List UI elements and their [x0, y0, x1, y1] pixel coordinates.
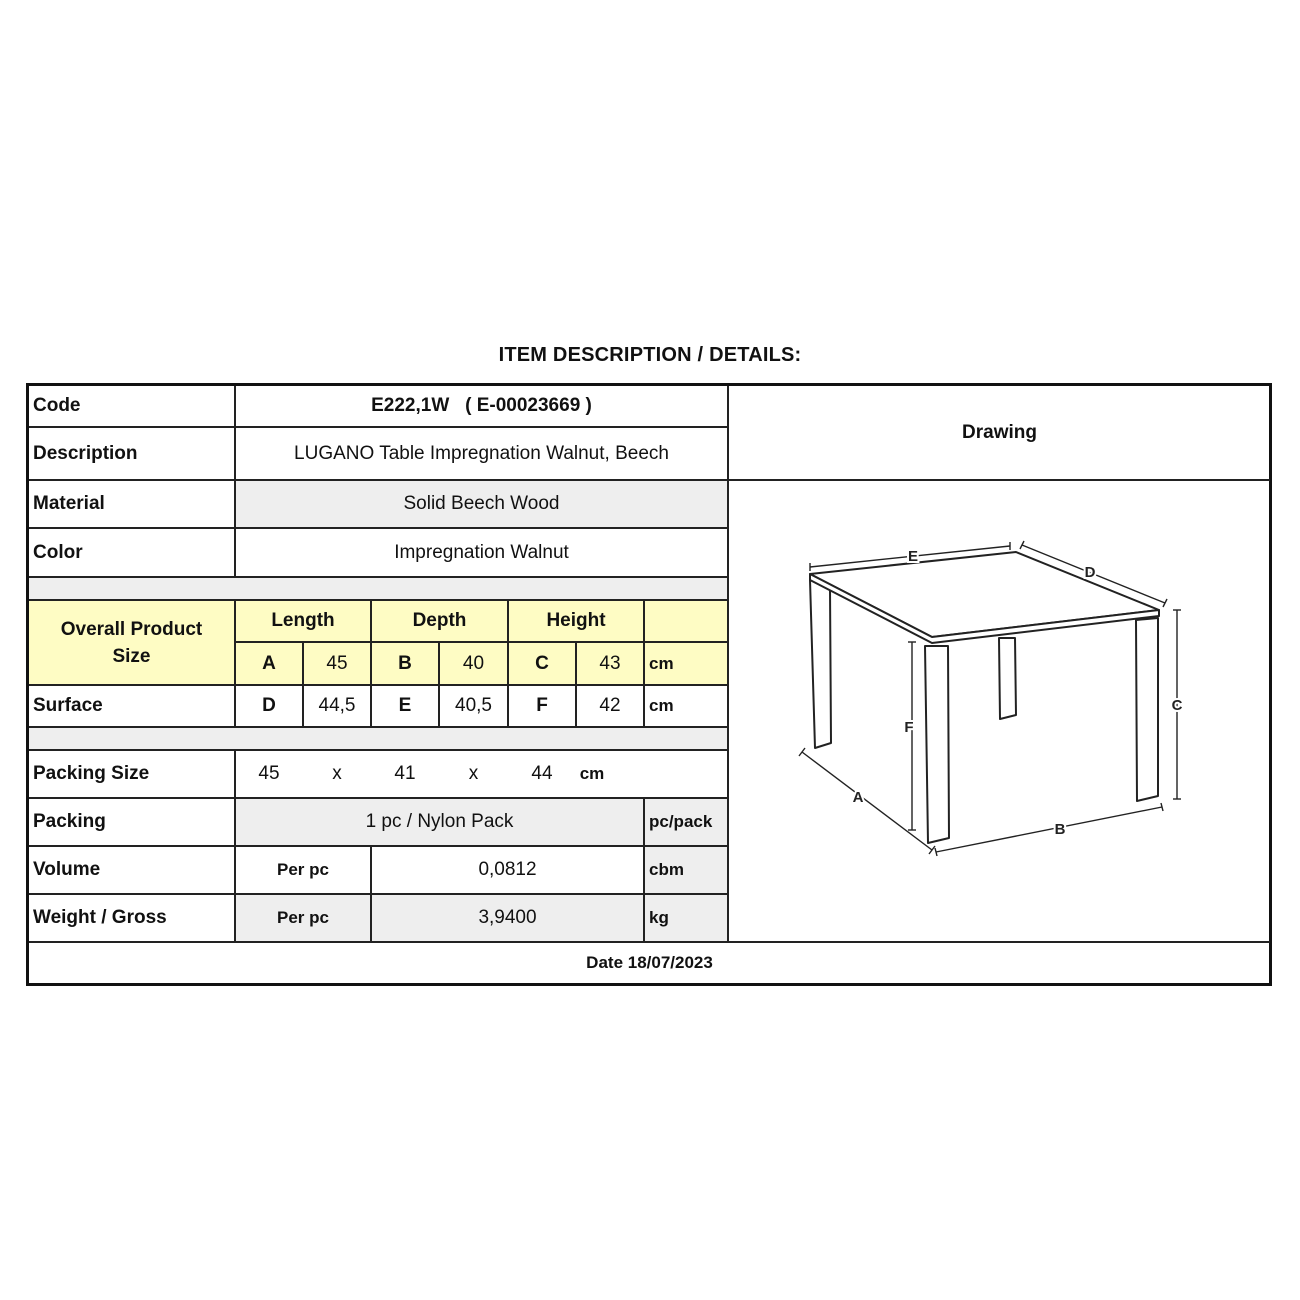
height-header: Height	[546, 610, 606, 631]
label-c: C	[1171, 697, 1183, 714]
dim-d-key: D	[262, 695, 276, 716]
code-label: Code	[33, 395, 81, 416]
code-value: E222,1W ( E-00023669 )	[371, 395, 592, 416]
dim-a-value: 45	[326, 652, 348, 674]
weight-unit: kg	[649, 908, 669, 927]
packing-unit: pc/pack	[649, 812, 713, 831]
dim-c-key: C	[535, 652, 549, 674]
material-value: Solid Beech Wood	[403, 493, 560, 514]
table-leg-back-right	[999, 638, 1016, 719]
table-leg-left	[810, 580, 831, 748]
color-label: Color	[33, 541, 83, 563]
packing-size-label: Packing Size	[33, 763, 150, 784]
label-f: F	[904, 719, 914, 736]
table-leg-front	[925, 646, 949, 843]
material-label: Material	[33, 493, 105, 514]
dim-e-value: 40,5	[455, 695, 492, 716]
date-footer: Date 18/07/2023	[586, 953, 713, 972]
overall-size-label: Overall Product Size	[60, 618, 203, 667]
weight-label: Weight / Gross	[33, 907, 167, 928]
overall-unit: cm	[649, 653, 674, 673]
packing-label: Packing	[33, 811, 106, 832]
dim-b-key: B	[398, 652, 412, 674]
weight-value: 3,9400	[478, 907, 537, 928]
volume-label: Volume	[33, 859, 101, 880]
packing-size-length: 45	[258, 763, 280, 784]
packing-size-unit: cm	[579, 764, 605, 783]
dim-a-key: A	[262, 652, 276, 674]
page-title: ITEM DESCRIPTION / DETAILS:	[498, 344, 802, 366]
description-value: LUGANO Table Impregnation Walnut, Beech	[294, 442, 669, 464]
length-header: Length	[271, 610, 335, 631]
description-label: Description	[33, 442, 138, 464]
label-a: A	[852, 789, 864, 806]
dim-d-value: 44,5	[318, 695, 356, 716]
label-d: D	[1084, 564, 1096, 581]
drawing-header: Drawing	[962, 421, 1037, 443]
table-leg-right	[1136, 618, 1158, 801]
volume-value: 0,0812	[478, 859, 537, 880]
surface-unit: cm	[649, 696, 674, 715]
packing-size-x2: x	[468, 763, 479, 784]
packing-size-height: 44	[531, 763, 553, 784]
dim-line-b	[936, 807, 1162, 852]
weight-per: Per pc	[277, 908, 329, 927]
table-top	[810, 552, 1159, 637]
dim-e-key: E	[398, 695, 412, 716]
dim-b-value: 40	[462, 652, 485, 674]
surface-label: Surface	[33, 695, 103, 716]
dim-c-value: 43	[599, 652, 621, 674]
table-drawing	[760, 530, 1200, 870]
color-value: Impregnation Walnut	[394, 541, 569, 563]
depth-header: Depth	[412, 610, 467, 631]
volume-unit: cbm	[649, 860, 684, 879]
dim-f-key: F	[536, 695, 548, 716]
volume-per: Per pc	[277, 860, 329, 879]
packing-size-x1: x	[332, 763, 342, 784]
packing-value: 1 pc / Nylon Pack	[365, 811, 514, 832]
label-e: E	[907, 548, 919, 565]
packing-size-width: 41	[394, 763, 416, 784]
label-b: B	[1054, 821, 1066, 838]
dim-f-value: 42	[599, 695, 621, 716]
